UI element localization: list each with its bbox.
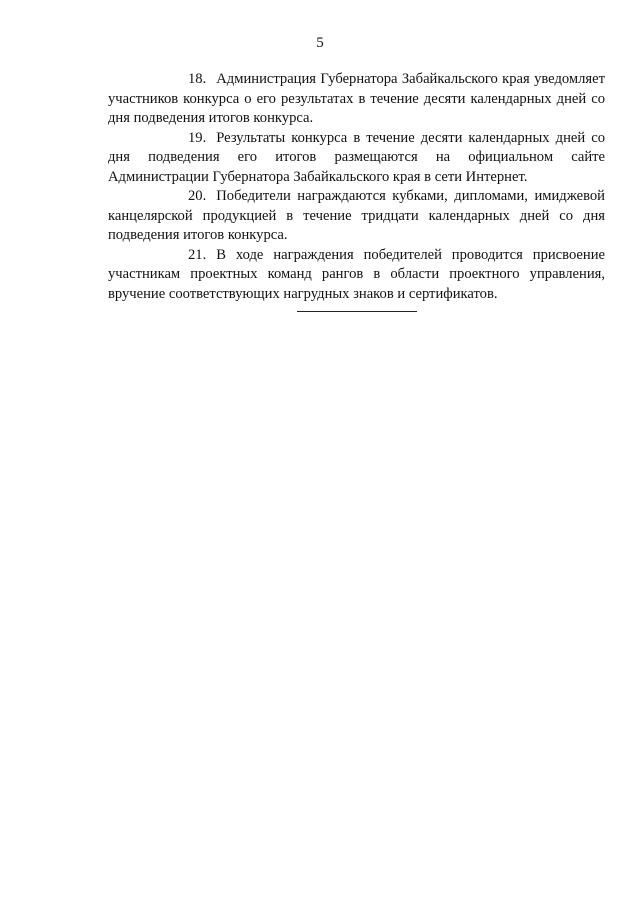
paragraph-19 [108,129,605,188]
page-number: 5 [316,35,324,51]
end-divider-line [297,311,417,312]
document-body [108,70,605,304]
paragraph-text: Победители награждаются кубками, дипломами, имиджевой канцелярской продукцией в течение тридцати календарных дней со дня подведения итогов конкурса. [108,188,605,243]
paragraph-text: Результаты конкурса в течение десяти календарных дней со дня подведения его итогов размещаются на официальном сайте Администрации Губернатора Забайкальского края в сети Интернет. [108,129,605,185]
paragraph-number: 20. [188,188,207,204]
paragraph-21 [108,246,605,305]
paragraph-number: 21. [188,246,207,263]
paragraph-text: Администрация Губернатора Забайкальского края уведомляет участников конкурса о его результатах в течение десяти календарных дней со дня подведения итогов конкурса. [108,71,605,126]
paragraph-number: 19. [188,129,207,146]
paragraph-text: В ходе награждения победителей проводится присвоение участникам проектных команд рангов в области проектного управления, вручение соответствующих нагрудных знаков и сертификатов. [108,246,605,302]
paragraph-number: 18. [188,71,207,87]
paragraph-18 [108,70,605,129]
paragraph-20 [108,187,605,246]
